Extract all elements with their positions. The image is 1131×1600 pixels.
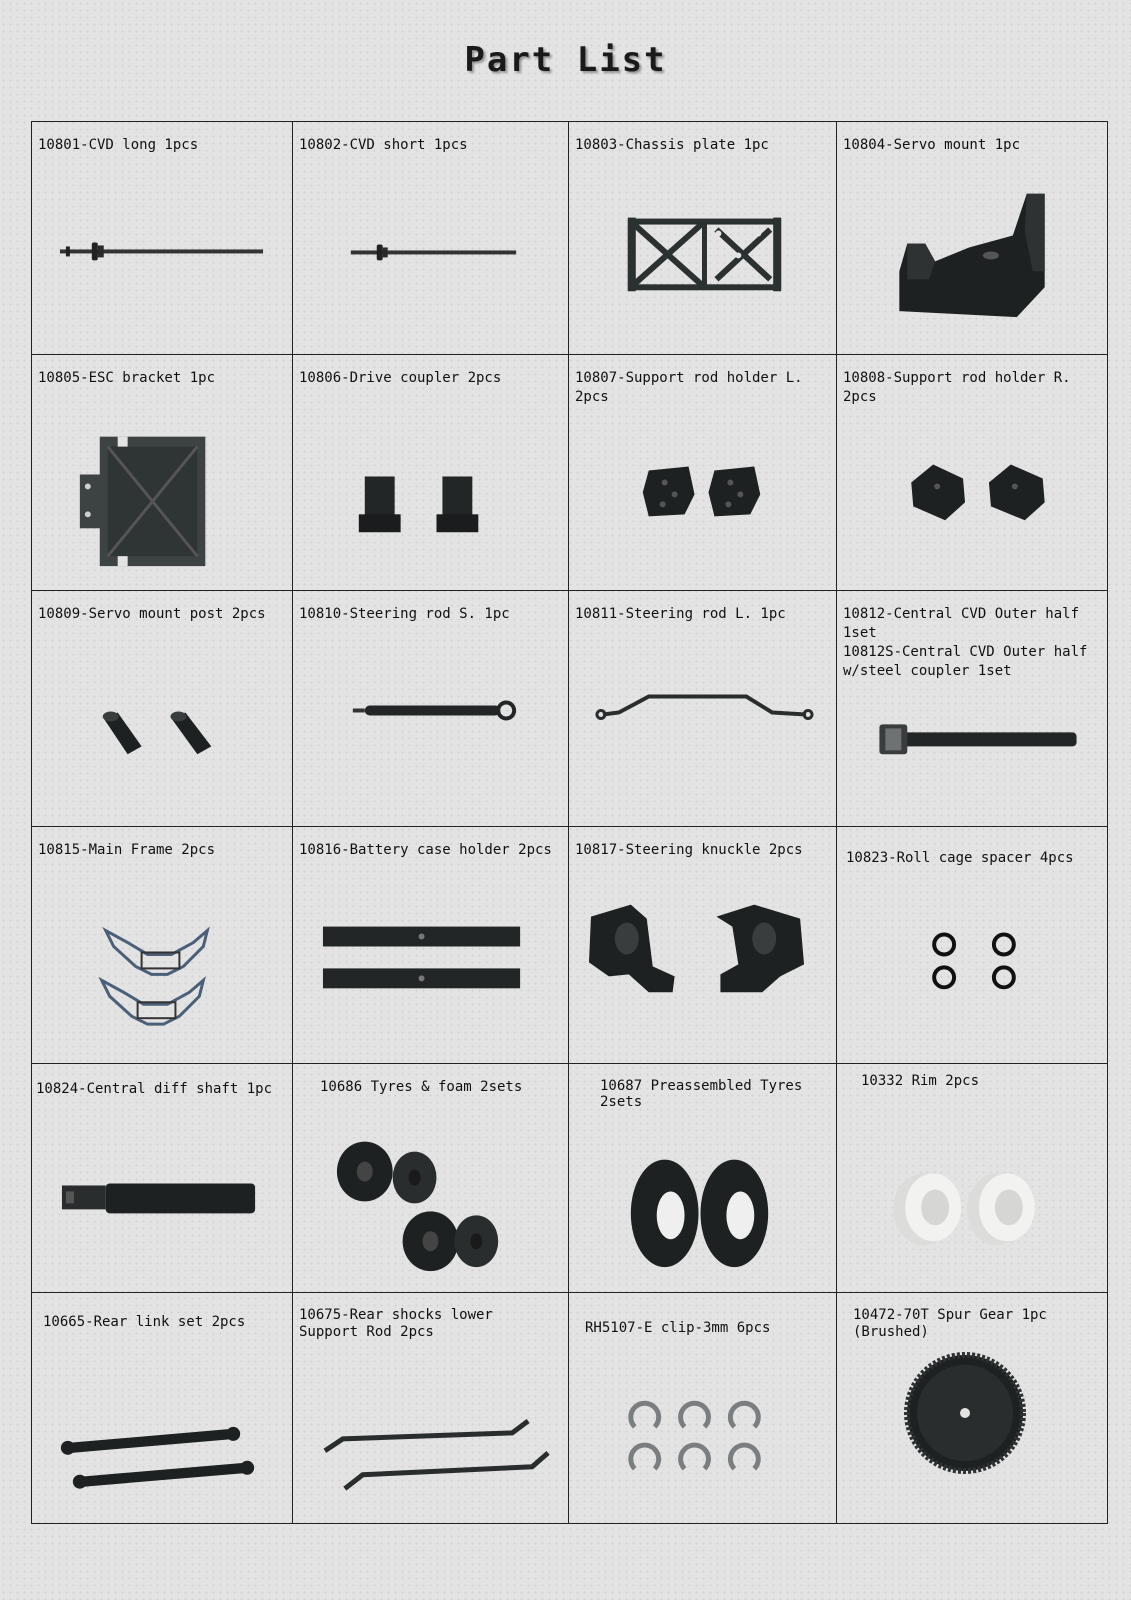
part-cell — [293, 1293, 569, 1523]
part-cell — [32, 122, 293, 355]
part-cell — [32, 827, 293, 1064]
part-label: 10811-Steering rod L. 1pc — [575, 606, 786, 622]
part-cell — [837, 591, 1108, 827]
rear-shocks-lower-support-rod-image — [293, 1293, 568, 1523]
e-clip-image — [569, 1293, 836, 1523]
part-label: 10808-Support rod holder R. 2pcs — [843, 370, 1071, 405]
steering-rod-long-image — [569, 591, 836, 826]
part-label: 10803-Chassis plate 1pc — [575, 137, 769, 153]
part-label: RH5107-E clip-3mm 6pcs — [585, 1320, 771, 1336]
part-label: 10812-Central CVD Outer half 1set 10812S-Central CVD Outer half w/steel coupler 1set — [843, 606, 1088, 679]
cvd-long-image — [32, 122, 292, 354]
part-cell — [569, 1064, 837, 1293]
part-label: 10824-Central diff shaft 1pc — [36, 1081, 273, 1097]
servo-mount-post-image — [32, 591, 292, 826]
roll-cage-spacer-image — [837, 827, 1108, 1063]
part-label: 10332 Rim 2pcs — [861, 1073, 980, 1089]
cvd-short-image — [293, 122, 568, 354]
central-cvd-outer-half-image — [837, 591, 1108, 826]
part-cell — [32, 1293, 293, 1523]
part-cell — [293, 591, 569, 827]
servo-mount-image — [837, 122, 1108, 354]
part-cell — [569, 591, 837, 827]
battery-case-holder-image — [293, 827, 568, 1063]
steering-knuckle-image — [569, 827, 836, 1063]
main-frame-image — [32, 827, 292, 1063]
part-cell — [569, 122, 837, 355]
part-cell — [32, 1064, 293, 1293]
support-rod-holder-left-image — [569, 355, 836, 590]
support-rod-holder-right-image — [837, 355, 1108, 590]
part-cell — [293, 827, 569, 1064]
part-label: 10807-Support rod holder L. 2pcs — [575, 370, 803, 405]
tyres-foam-image — [293, 1064, 568, 1292]
parts-grid — [31, 121, 1108, 1524]
page-title: Part List — [464, 40, 667, 80]
spur-gear-image — [837, 1293, 1108, 1523]
esc-bracket-image — [32, 355, 292, 590]
part-cell — [837, 1064, 1108, 1293]
part-cell — [32, 591, 293, 827]
part-label: 10817-Steering knuckle 2pcs — [575, 842, 803, 858]
part-cell — [837, 827, 1108, 1064]
part-label: 10665-Rear link set 2pcs — [43, 1314, 246, 1330]
part-label: 10805-ESC bracket 1pc — [38, 370, 216, 386]
part-cell — [569, 827, 837, 1064]
part-label: 10675-Rear shocks lower Support Rod 2pcs — [299, 1307, 493, 1340]
part-cell — [837, 122, 1108, 355]
part-label: 10472-70T Spur Gear 1pc (Brushed) — [853, 1307, 1047, 1340]
part-cell — [837, 355, 1108, 591]
part-label: 10809-Servo mount post 2pcs — [38, 606, 266, 622]
part-label: 10686 Tyres & foam 2sets — [320, 1079, 523, 1095]
part-label: 10802-CVD short 1pcs — [299, 137, 468, 153]
steering-rod-short-image — [293, 591, 568, 826]
part-label: 10806-Drive coupler 2pcs — [299, 370, 502, 386]
central-diff-shaft-image — [32, 1064, 292, 1292]
part-cell — [293, 1064, 569, 1293]
preassembled-tyres-image — [569, 1064, 836, 1292]
part-cell — [293, 122, 569, 355]
rear-link-set-image — [32, 1293, 292, 1523]
part-cell — [569, 355, 837, 591]
rim-image — [837, 1064, 1108, 1292]
part-label: 10823-Roll cage spacer 4pcs — [846, 850, 1074, 866]
part-cell — [32, 355, 293, 591]
part-label: 10687 Preassembled Tyres 2sets — [600, 1078, 803, 1110]
part-cell — [837, 1293, 1108, 1523]
drive-coupler-image — [293, 355, 568, 590]
part-label: 10810-Steering rod S. 1pc — [299, 606, 510, 622]
part-label: 10801-CVD long 1pcs — [38, 137, 199, 153]
chassis-plate-image — [569, 122, 836, 354]
part-label: 10804-Servo mount 1pc — [843, 137, 1021, 153]
part-label: 10815-Main Frame 2pcs — [38, 842, 216, 858]
part-cell — [293, 355, 569, 591]
part-cell — [569, 1293, 837, 1523]
part-label: 10816-Battery case holder 2pcs — [299, 842, 552, 858]
